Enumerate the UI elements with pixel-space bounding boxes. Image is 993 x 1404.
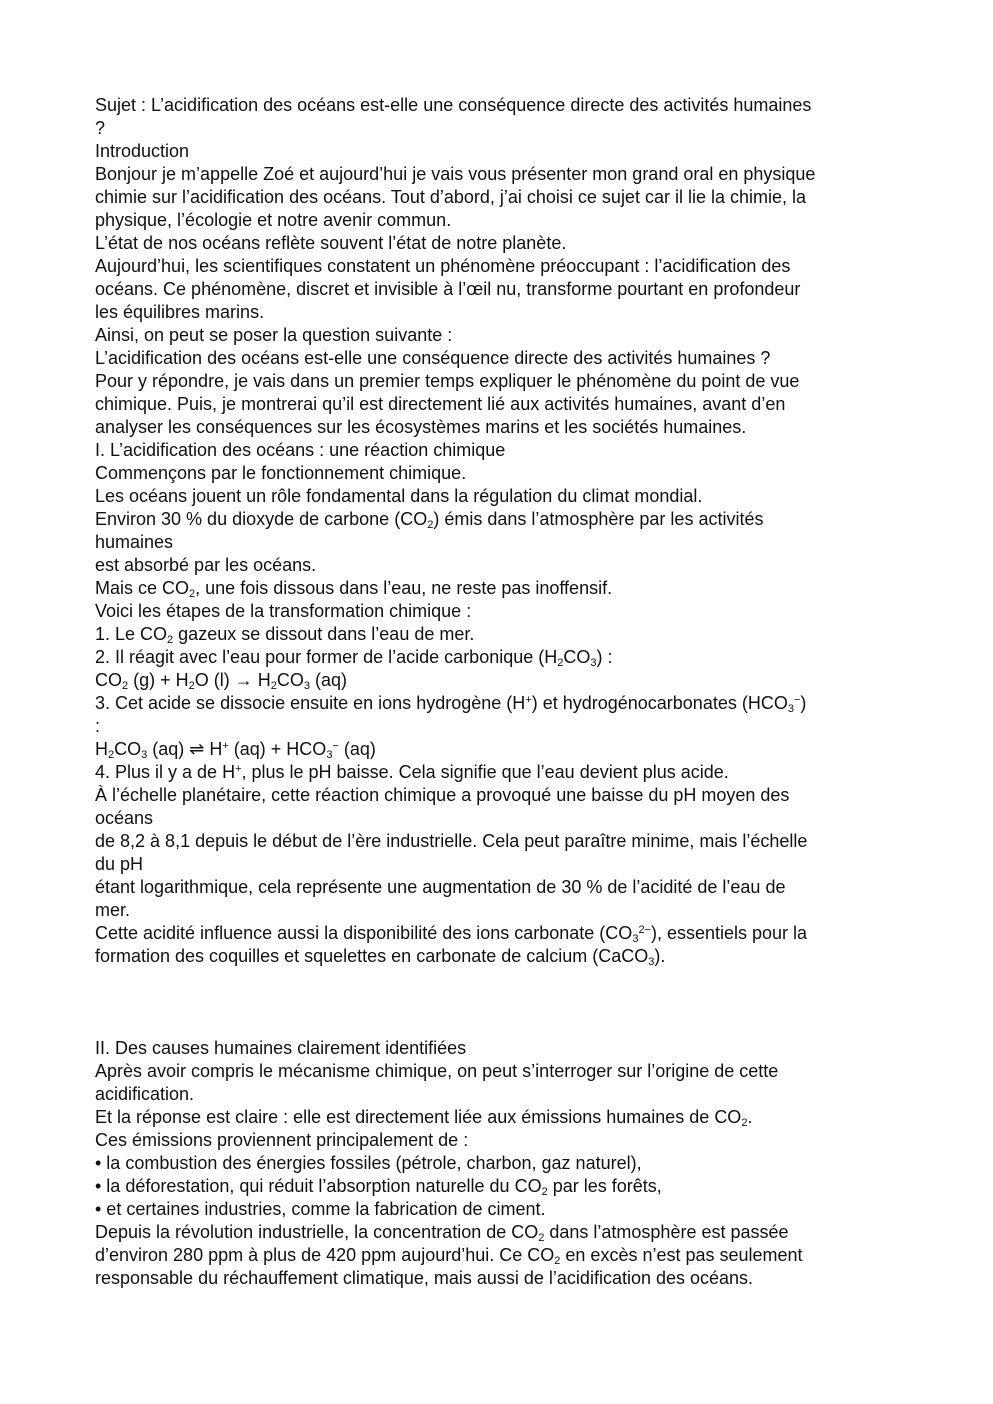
text-line: : — [95, 716, 101, 736]
text-line: humaines — [95, 532, 174, 552]
text-line: océans. Ce phénomène, discret et invisible à l’œil nu, transforme pourtant en profondeur — [95, 279, 801, 299]
text-line: responsable du réchauffement climatique, mais aussi de l’acidification des océans. — [95, 1268, 754, 1288]
text-line: Depuis la révolution industrielle, la concentration de $CO_2$ dans l’atmosphère est passée — [95, 1222, 789, 1244]
text-line: Après avoir compris le mécanisme chimique, on peut s’interroger sur l’origine de cette — [95, 1061, 779, 1081]
equation-2: $H_2CO_3$ (aq) ⇌ H+ $(aq) + HCO_3^-$ (aq) — [95, 739, 376, 761]
text-line: formation des coquilles et squelettes en carbonate de calcium (CaCO$_3$). — [95, 946, 666, 968]
text-line: océans — [95, 808, 154, 828]
text-line: ? — [95, 118, 106, 138]
step-1: 1. Le $CO_2$ gazeux se dissout dans l’eau de mer. — [95, 624, 475, 646]
equation-1: $CO_2$ $(g) + H_2O$ $(l) \to H_2CO_3$ (aq) — [95, 670, 348, 692]
text-line: étant logarithmique, cela représente une augmentation de 30 % de l’acidité de l’eau de — [95, 877, 786, 897]
subject-line: Sujet : L’acidification des océans est-elle une conséquence directe des activités humaines — [95, 95, 812, 115]
text-line: Pour y répondre, je vais dans un premier temps expliquer le phénomène du point de vue — [95, 371, 800, 391]
text-line: Commençons par le fonctionnement chimique. — [95, 463, 467, 483]
text-line: L’état de nos océans reflète souvent l’état de notre planète. — [95, 233, 567, 253]
text-line: Cette acidité influence aussi la disponibilité des ions carbonate $(CO_3^{2-})$, essentiels pour la — [95, 923, 808, 945]
text-line: analyser les conséquences sur les écosystèmes marins et les sociétés humaines. — [95, 417, 747, 437]
text-line: physique, l’écologie et notre avenir commun. — [95, 210, 452, 230]
text-line: est absorbé par les océans. — [95, 555, 317, 575]
heading-introduction: Introduction — [95, 141, 190, 161]
heading-part-1: I. L’acidification des océans : une réaction chimique — [95, 440, 506, 460]
text-line: les équilibres marins. — [95, 302, 265, 322]
step-4: 4. Plus il y a de H+, plus le pH baisse. Cela signifie que l’eau devient plus acide. — [95, 762, 729, 782]
text-line: Et la réponse est claire : elle est directement liée aux émissions humaines de $CO_2$. — [95, 1107, 753, 1129]
text-line: Ainsi, on peut se poser la question suivante : — [95, 325, 453, 345]
text-line: Mais ce $CO_2$, une fois dissous dans l’eau, ne reste pas inoffensif. — [95, 578, 613, 600]
text-line: acidification. — [95, 1084, 195, 1104]
text-line: Bonjour je m’appelle Zoé et aujourd’hui je vais vous présenter mon grand oral en physique — [95, 164, 816, 184]
step-2: 2. Il réagit avec l’eau pour former de l’acide carbonique $(H_2CO_3)$ : — [95, 647, 613, 669]
text-line: chimique. Puis, je montrerai qu’il est directement lié aux activités humaines, avant d’en — [95, 394, 786, 414]
question-line: L’acidification des océans est-elle une conséquence directe des activités humaines ? — [95, 348, 771, 368]
bullet-item: • la combustion des énergies fossiles (pétrole, charbon, gaz naturel), — [95, 1153, 642, 1173]
bullet-item: • la déforestation, qui réduit l’absorption naturelle du $CO_2$ par les forêts, — [95, 1176, 662, 1198]
text-line: du pH — [95, 854, 144, 874]
text-line: mer. — [95, 900, 131, 920]
text-line: de 8,2 à 8,1 depuis le début de l’ère industrielle. Cela peut paraître minime, mais l’échelle — [95, 831, 808, 851]
bullet-item: • et certaines industries, comme la fabrication de ciment. — [95, 1199, 546, 1219]
text-line: À l’échelle planétaire, cette réaction chimique a provoqué une baisse du pH moyen des — [95, 785, 790, 805]
heading-part-2: II. Des causes humaines clairement identifiées — [95, 1038, 467, 1058]
step-3: 3. Cet acide se dissocie ensuite en ions hydrogène (H+) et hydrogénocarbonates $(HCO_3^-)$ — [95, 693, 807, 715]
text-line: chimie sur l’acidification des océans. Tout d’abord, j’ai choisi ce sujet car il lie la chimie, la — [95, 187, 806, 207]
text-line: d’environ 280 ppm à plus de 420 ppm aujourd’hui. Ce $CO_2$ en excès n’est pas seulement — [95, 1245, 803, 1267]
text-line: Aujourd’hui, les scientifiques constatent un phénomène préoccupant : l’acidification des — [95, 256, 791, 276]
text-line: Les océans jouent un rôle fondamental dans la régulation du climat mondial. — [95, 486, 703, 506]
co2-percentage-line: Environ 30 % du dioxyde de carbone $(CO_2)$ émis dans l’atmosphère par les activités — [95, 509, 764, 531]
document-body — [95, 94, 895, 1290]
text-line: Ces émissions proviennent principalement de : — [95, 1130, 469, 1150]
text-line: Voici les étapes de la transformation chimique : — [95, 601, 472, 621]
section-spacer — [95, 968, 895, 1037]
